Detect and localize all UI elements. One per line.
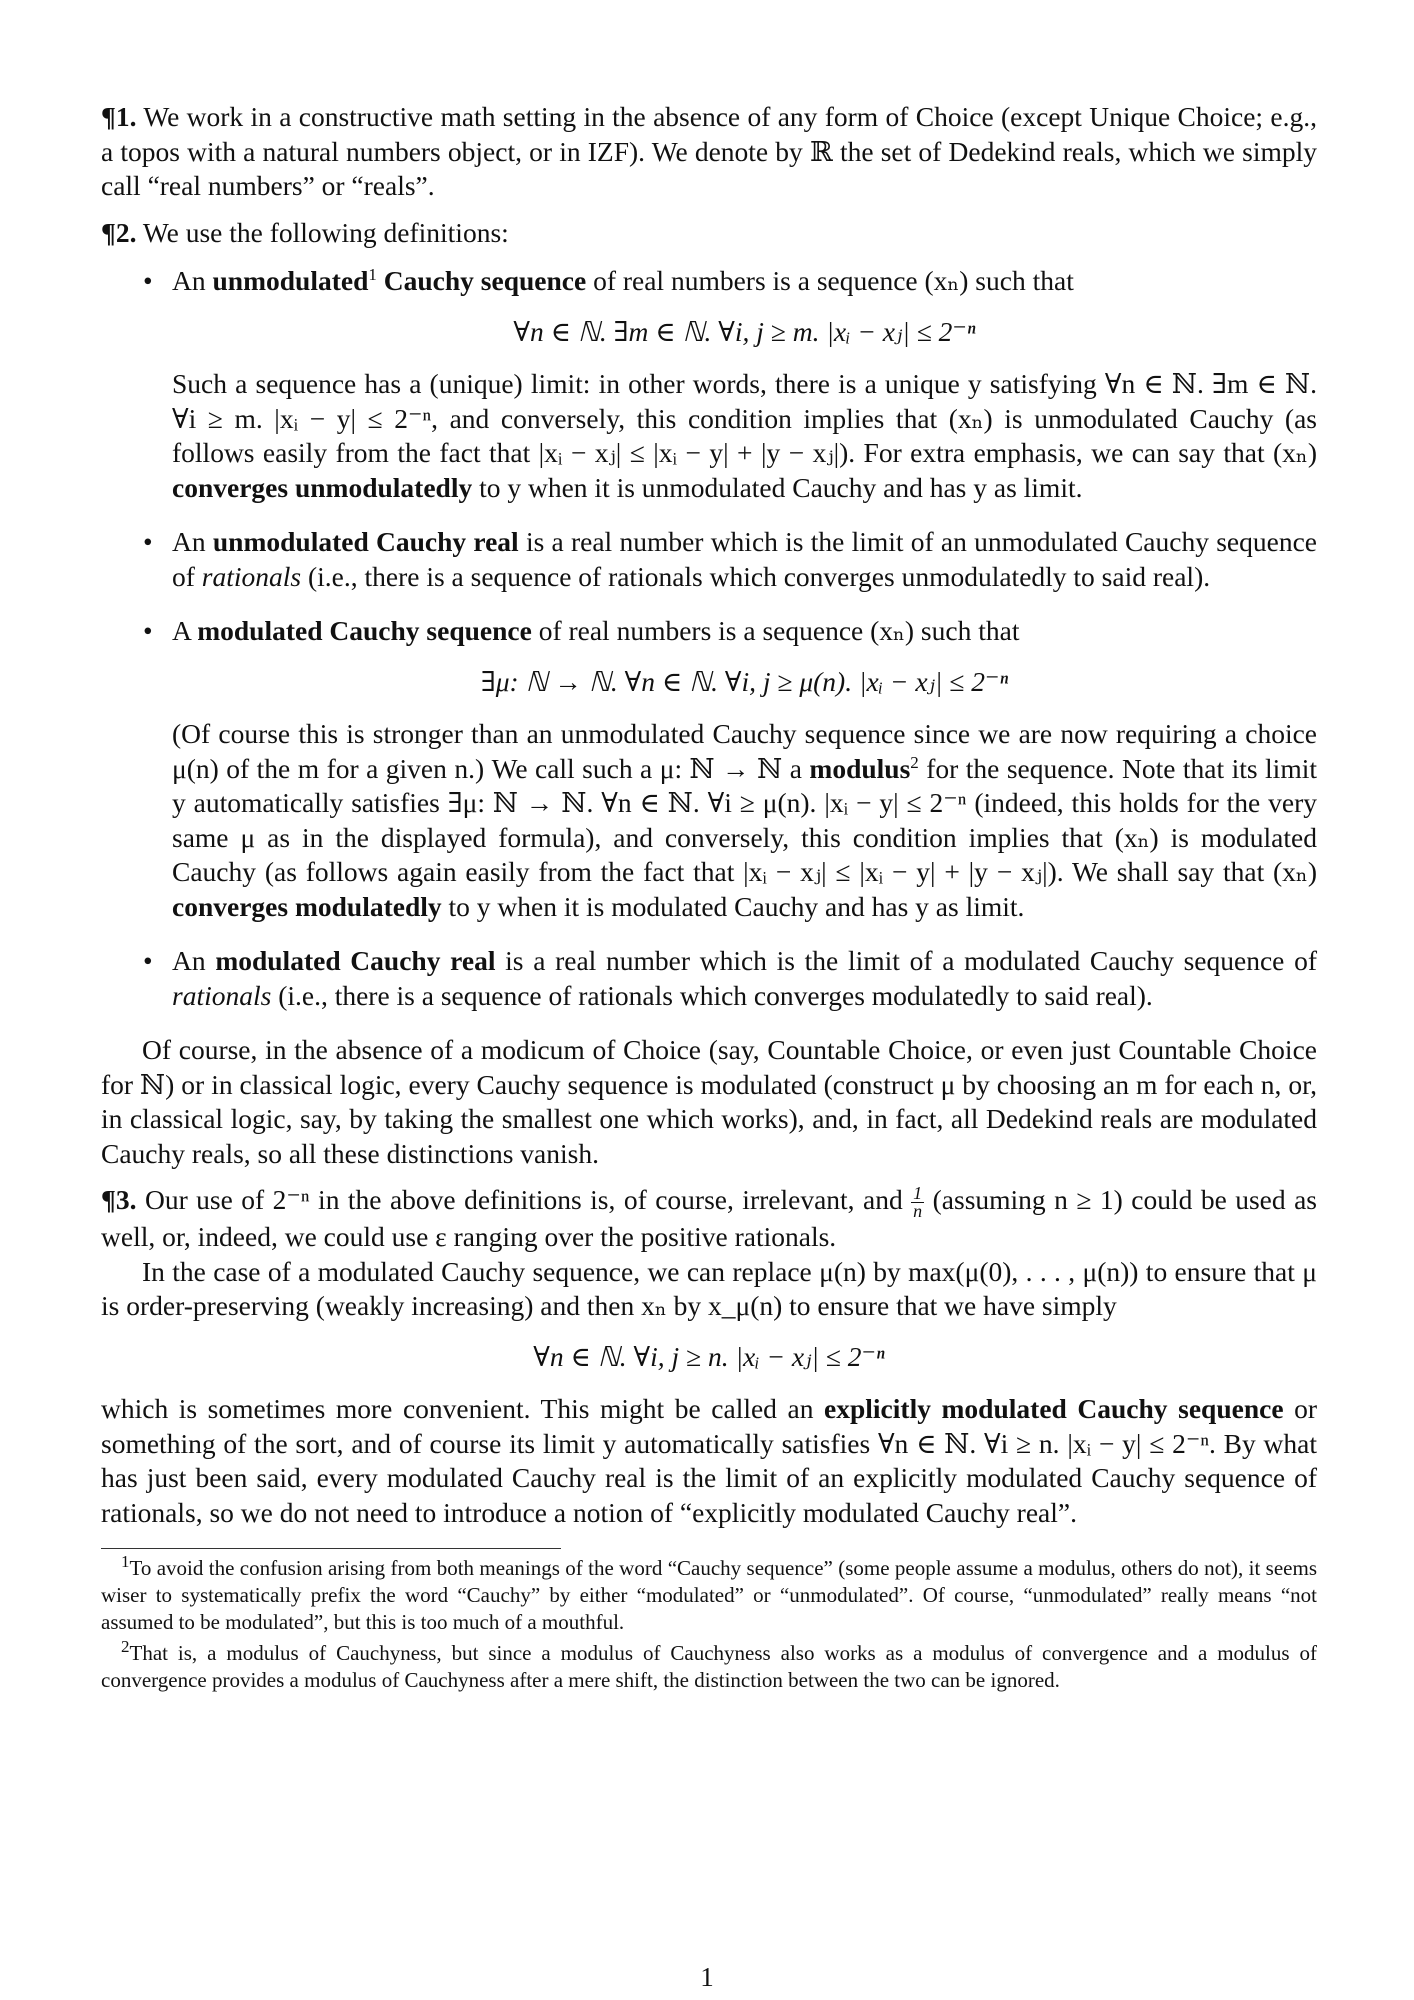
paragraph-3 — [101, 1183, 1317, 1255]
footnote-text: To avoid the confusion arising from both meanings of the word “Cauchy sequence” (some people assume a modulus, others do not), it seems wiser to systematically prefix the word “Cauchy” by either “modulated” or “unmodulated”. Of course, “unmodulated” really means “not assumed to be modulated”, but this is too much of a mouthful. — [101, 1556, 1317, 1635]
term: modulus — [809, 752, 911, 784]
text: (Of course this is stronger than an unmodulated Cauchy sequence since we are now requiring a choice μ(n) of the m for a given n.) We call such a μ: ℕ → ℕ a — [172, 718, 1317, 784]
text: An — [172, 526, 213, 557]
paragraph-1 — [101, 100, 1317, 204]
definitions-list — [101, 264, 1317, 1013]
definition-unmodulated-sequence — [101, 264, 1317, 505]
term: converges unmodulatedly — [172, 471, 473, 503]
emphasis: rationals — [172, 979, 272, 1011]
paragraph-mark: ¶3. — [101, 1184, 137, 1215]
text: or something of the sort, and of course its limit y automatically satisfies ∀n ∈ ℕ. ∀i ≥ n. |xᵢ − y| ≤ 2⁻ⁿ. By what has just been said, every modulated Cauchy real is the limit of an explicitly modulated Cauchy sequence of rationals, so we do not need to introduce a notion of “explicitly modulated Cauchy real”. — [101, 1393, 1318, 1528]
paper-page — [101, 100, 1317, 1698]
bullet-icon: • — [143, 615, 153, 646]
text: (i.e., there is a sequence of rationals which converges modulatedly to said real). — [271, 979, 1153, 1011]
text: of real numbers is a sequence (xₙ) such that — [531, 615, 1020, 646]
text: Our use of 2⁻ⁿ in the above definitions is, of course, irrelevant, and — [144, 1184, 912, 1215]
text: of real numbers is a sequence (xₙ) such that — [586, 265, 1074, 296]
paragraph-mark: ¶2. — [101, 216, 137, 248]
bullet-icon: • — [143, 265, 153, 296]
paragraph-3-second: In the case of a modulated Cauchy sequence, we can replace μ(n) by max(μ(0), . . . , μ(n)) to ensure that μ is order-preserving (weakly increasing) and then xₙ by x_μ(n) to ensure that we have simply — [101, 1255, 1317, 1322]
term: modulated Cauchy real — [215, 945, 496, 976]
fraction-denominator: n — [913, 1201, 923, 1222]
fraction — [911, 1185, 924, 1220]
term: unmodulated — [212, 265, 369, 296]
text: An — [172, 945, 216, 976]
text: to y when it is unmodulated Cauchy and has y as limit. — [472, 471, 1083, 503]
definition-modulated-sequence — [101, 614, 1317, 924]
term: Cauchy sequence — [376, 265, 587, 296]
bullet-icon: • — [143, 945, 153, 976]
footnote-number: 2 — [121, 1637, 130, 1657]
display-formula: ∀n ∈ ℕ. ∃m ∈ ℕ. ∀i, j ≥ m. |xᵢ − xⱼ| ≤ 2⁻ⁿ — [513, 315, 976, 347]
text: Such a sequence has a (unique) limit: in other words, there is a unique y satisfying ∀n ∈ ℕ. ∃m ∈ ℕ. ∀i ≥ m. |xᵢ − y| ≤ 2⁻ⁿ, and conversely, this condition implies that (xₙ) is unmodulated Cauchy (as follows easily from the fact that |xᵢ − xⱼ| ≤ |xᵢ − y| + |y − xⱼ|). For extra emphasis, we can say that (xₙ) — [172, 368, 1317, 468]
text: to y when it is modulated Cauchy and has y as limit. — [441, 890, 1025, 922]
footnote-1 — [101, 1552, 1317, 1636]
text: which is sometimes more convenient. This might be called an — [101, 1393, 825, 1425]
text: is a real number which is the limit of an unmodulated Cauchy sequence of — [172, 526, 1317, 592]
paragraph-text: We use the following definitions: — [142, 216, 509, 248]
display-formula: ∃μ: ℕ → ℕ. ∀n ∈ ℕ. ∀i, j ≥ μ(n). |xᵢ − xⱼ| ≤ 2⁻ⁿ — [480, 665, 1009, 697]
page-number: 1 — [700, 1962, 714, 1992]
definition-unmodulated-real — [101, 525, 1317, 594]
fraction-numerator: 1 — [913, 1183, 923, 1204]
footnote-divider — [101, 1548, 561, 1549]
footnote-ref: 2 — [910, 752, 919, 772]
term: modulated Cauchy sequence — [197, 615, 532, 646]
paragraph-mark: ¶1. — [101, 101, 137, 132]
text: (i.e., there is a sequence of rationals which converges unmodulatedly to said real). — [301, 560, 1211, 592]
paragraph-2-closing: Of course, in the absence of a modicum of Choice (say, Countable Choice, or even just Countable Choice for ℕ) or in classical logic, every Cauchy sequence is modulated (construct μ by choosing an m for each n, or, in classical logic, say, by taking the smallest one which works), and, in fact, all Dedekind reals are modulated Cauchy reals, so all these distinctions vanish. — [101, 1034, 1317, 1169]
term: explicitly modulated Cauchy sequence — [824, 1393, 1284, 1425]
definition-modulated-real — [101, 944, 1317, 1013]
text: A — [172, 615, 198, 646]
text: An — [172, 265, 213, 296]
emphasis: rationals — [201, 560, 302, 592]
display-formula: ∀n ∈ ℕ. ∀i, j ≥ n. |xᵢ − xⱼ| ≤ 2⁻ⁿ — [533, 1340, 885, 1372]
text: is a real number which is the limit of a modulated Cauchy sequence of — [495, 945, 1317, 976]
footnote-ref: 1 — [368, 264, 377, 284]
term: unmodulated Cauchy real — [212, 526, 519, 557]
footnote-text: That is, a modulus of Cauchyness, but since a modulus of Cauchyness also works as a modulus of convergence and a modulus of convergence provides a modulus of Cauchyness after a mere shift, the distinction between the two can be ignored. — [101, 1641, 1317, 1693]
text: for the sequence. Note that its limit y automatically satisfies ∃μ: ℕ → ℕ. ∀n ∈ ℕ. ∀i ≥ μ(n). |xᵢ − y| ≤ 2⁻ⁿ (indeed, this holds for the very same μ as in the displayed formula), and conversely, this condition implies that (xₙ) is modulated Cauchy (as follows again easily from the fact that |xᵢ − xⱼ| ≤ |xᵢ − y| + |y − xⱼ|). We shall say that (xₙ) — [172, 752, 1317, 887]
paragraph-text: We work in a constructive math setting in the absence of any form of Choice (except Unique Choice; e.g., a topos with a natural numbers object, or in IZF). We denote by ℝ the set of Dedekind reals, which we simply call “real numbers” or “reals”. — [101, 101, 1317, 201]
footnote-2 — [101, 1637, 1317, 1694]
text: (assuming n ≥ 1) could be used as well, or, indeed, we could use ε ranging over the positive rationals. — [101, 1184, 1318, 1253]
paragraph-3-after — [101, 1392, 1317, 1530]
footnote-number: 1 — [121, 1552, 130, 1572]
bullet-icon: • — [143, 526, 153, 557]
paragraph-2-intro — [101, 216, 1317, 251]
term: converges modulatedly — [172, 890, 442, 922]
